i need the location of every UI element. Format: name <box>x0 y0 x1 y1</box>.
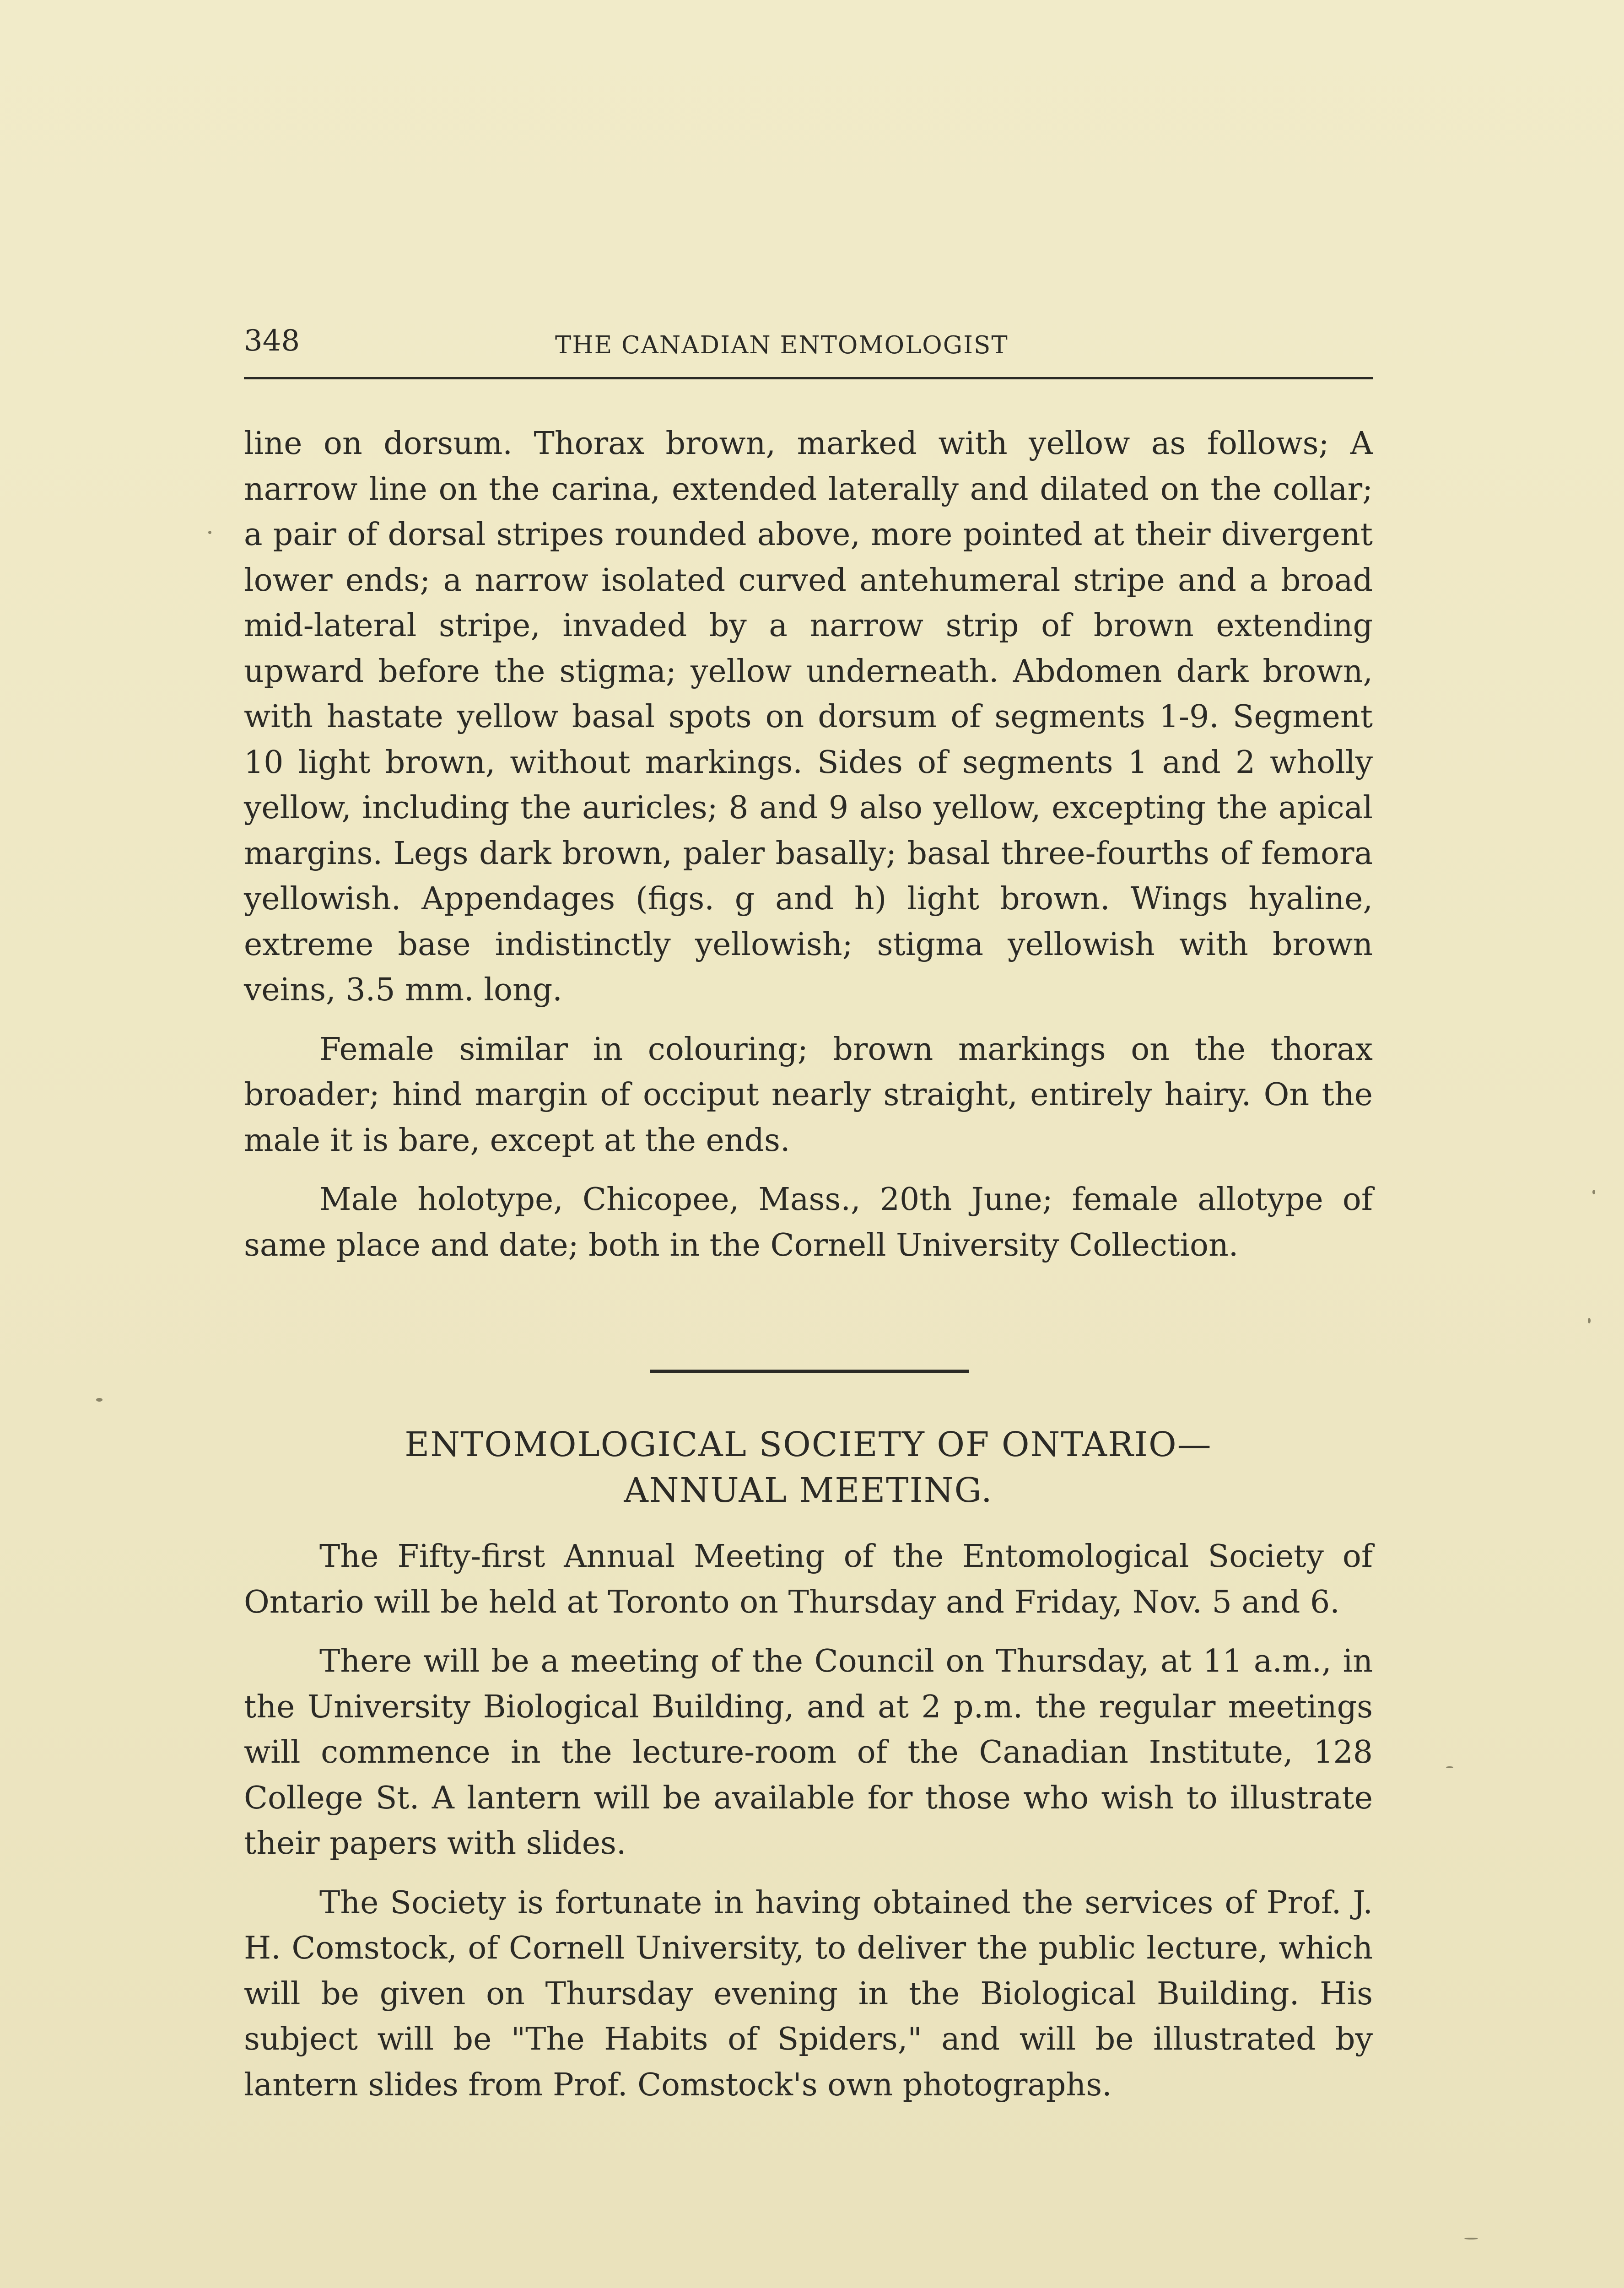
notice-paragraph-3: The Society is fortunate in having obtained the services of Prof. J. H. Comstock, of Cornell University, to deliver the public lecture, which will be given on Thursday evening in the Biological Building. His subject will be "The Habits of Spiders," and will be illustrated by lantern slides from Prof. Comstock's own photographs. <box>244 1884 1373 2103</box>
paper-speck <box>208 531 211 534</box>
species-description <box>244 421 1373 1268</box>
notice-title <box>244 1422 1373 1513</box>
page-number: 348 <box>244 324 300 358</box>
notice-title-line-1: ENTOMOLOGICAL SOCIETY OF ONTARIO— <box>405 1425 1212 1464</box>
paper-speck <box>96 1398 103 1402</box>
paper-speck <box>1446 1766 1453 1768</box>
header-rule <box>244 377 1373 379</box>
notice-paragraph-2: There will be a meeting of the Council on Thursday, at 11 a.m., in the University Biological Building, and at 2 p.m. the regular meetings will commence in the lecture-room of the Canadian Institute, 128 College St. A lantern will be available for those who wish to illustrate their papers with slides. <box>244 1643 1373 1862</box>
notice-paragraph-1: The Fifty-first Annual Meeting of the Entomological Society of Ontario will be held at Toronto on Thursday and Friday, Nov. 5 and 6. <box>244 1538 1373 1620</box>
female-description-paragraph: Female similar in colouring; brown markings on the thorax broader; hind margin of occiput nearly straight, entirely hairy. On the male it is bare, except at the ends. <box>244 1031 1373 1159</box>
paper-speck <box>1592 1190 1595 1194</box>
meeting-notice-body <box>244 1534 1373 2108</box>
male-description-paragraph: line on dorsum. Thorax brown, marked with yellow as follows; A narrow line on the carina, extended laterally and dilated on the collar; a pair of dorsal stripes rounded above, more pointed at their divergent lower ends; a narrow isolated curved antehumeral stripe and a broad mid-lateral stripe, invaded by a narrow strip of brown extending upward before the stigma; yellow underneath. Abdomen dark brown, with hastate yellow basal spots on dorsum of segments 1-9. Segment 10 light brown, without markings. Sides of segments 1 and 2 wholly yellow, including the auricles; 8 and 9 also yellow, excepting the apical margins. Legs dark brown, paler basally; basal three-fourths of femora yellowish. Appendages (figs. g and h) light brown. Wings hyaline, extreme base indistinctly yellowish; stigma yellowish with brown veins, 3.5 mm. long. <box>244 426 1373 1008</box>
paper-speck <box>1588 1318 1591 1323</box>
paper-speck <box>1464 2238 1478 2239</box>
section-divider <box>650 1370 969 1373</box>
type-specimens-paragraph: Male holotype, Chicopee, Mass., 20th June; female allotype of same place and date; both in the Cornell University Collection. <box>244 1182 1373 1263</box>
notice-title-line-2: ANNUAL MEETING. <box>624 1471 993 1510</box>
running-head <box>244 320 1373 362</box>
journal-title: THE CANADIAN ENTOMOLOGIST <box>555 331 1009 359</box>
